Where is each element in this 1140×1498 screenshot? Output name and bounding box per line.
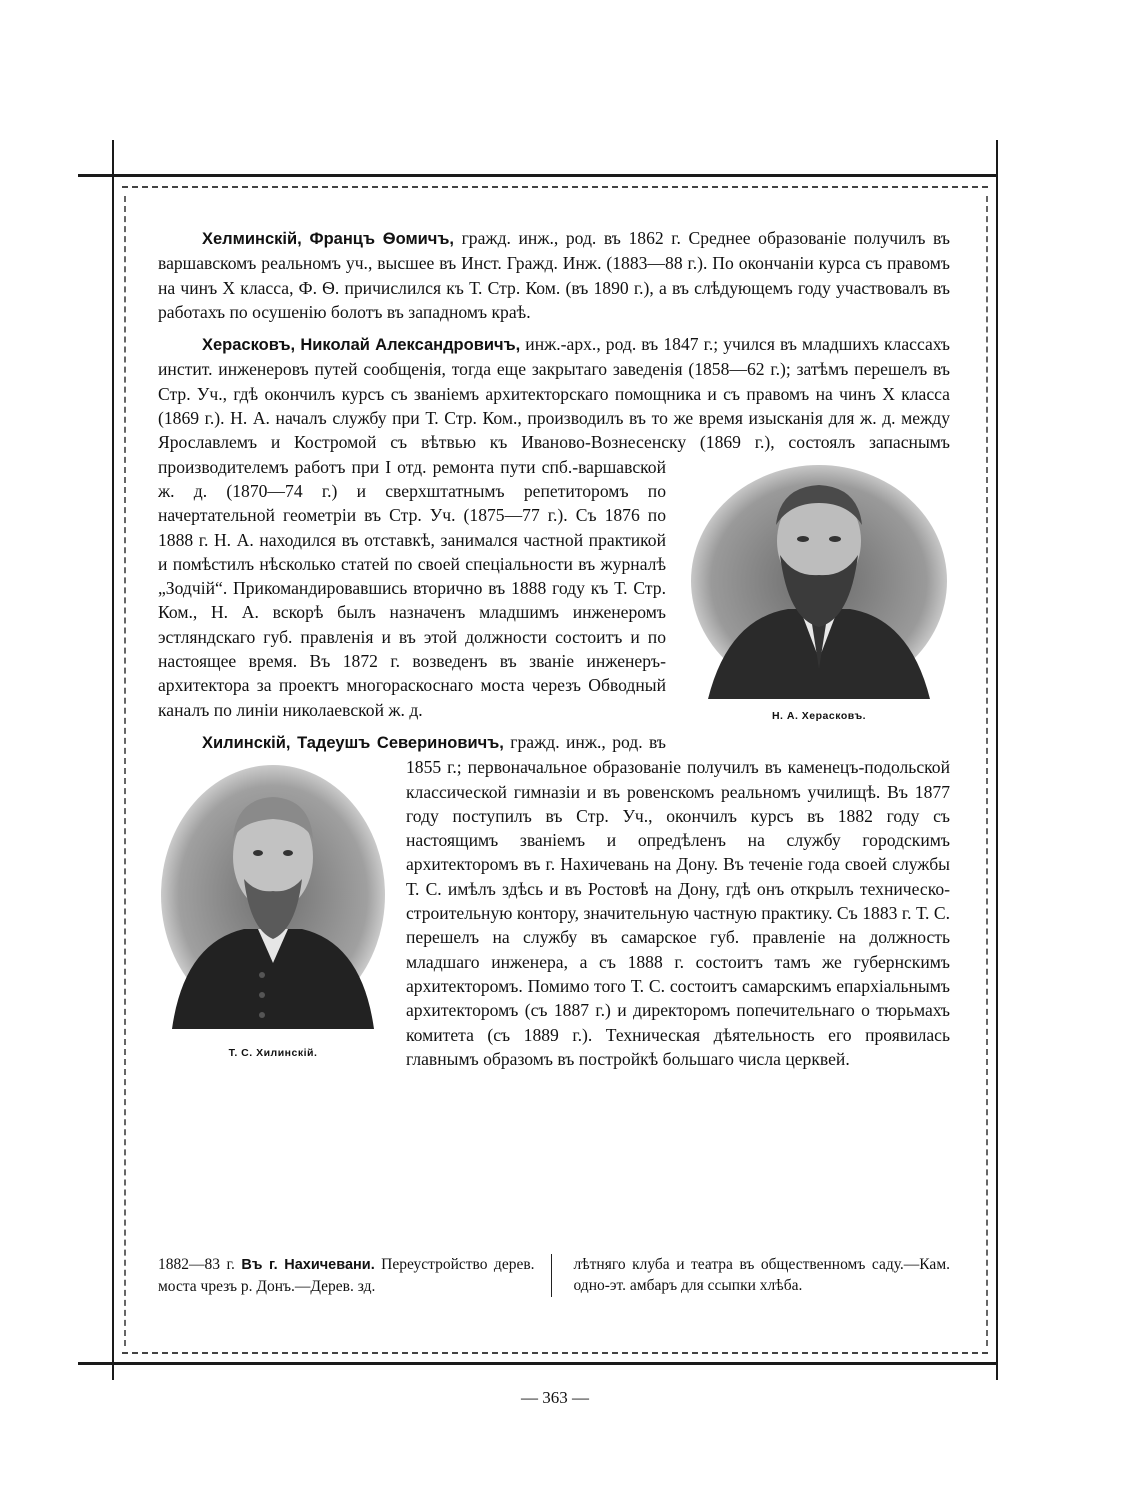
entry-name: Хелминскій, Францъ Ѳомичъ, — [202, 230, 454, 248]
frame-bottom-rule — [78, 1362, 998, 1365]
frame-top-rule — [78, 174, 998, 177]
entry-text: гражд. инж., род. въ 1862 г. Среднее образованіе получилъ въ варшавскомъ реальномъ уч., высшее въ Инст. Гражд. Инж. (1883—88 г.). По окончаніи курса съ правомъ на чинъ X класса, Ф. Ѳ. причислился къ Т. Стр. Ком. (въ 1890 г.), а въ слѣдующемъ году участвовалъ въ работахъ по осушенію болотъ въ западномъ краѣ. — [158, 228, 950, 322]
portrait-kheraskov-image — [688, 459, 950, 699]
frame-inner-right-dash — [986, 196, 988, 1346]
works-year: 1882—83 г. — [158, 1256, 235, 1273]
entry-text: инж.-арх., род. въ 1847 г.; учился въ младшихъ классахъ инстит. инженеровъ путей сообщенія, тогда еще закрытаго заведенія (1858—62 г.); затѣмъ перешелъ въ Стр. Уч., гдѣ окончилъ курсъ съ званіемъ архитекторскаго помощника и съ правомъ на чинъ X класса (1869 г.). Н. А. началъ службу при Т. Стр. Ком., производилъ въ то же время изысканія для ж. д. между Ярославлемъ и Костромой съ вѣтвью къ Иваново-Вознесенску (1869 г.), состоялъ запаснымъ производителемъ работъ при I отд. — [158, 334, 950, 477]
entry-khelminsky — [158, 226, 950, 324]
portrait-kheraskov-caption: Н. А. Херасковъ. — [771, 710, 867, 723]
entry-khilinsky — [158, 730, 950, 1071]
entry-text-continued: каменецъ-подольской классической гимназіи и въ ровенскомъ реальномъ училищѣ. Въ 1877 году поступилъ въ Стр. Уч., окончилъ курсъ въ 1882 году съ настоящимъ званіемъ и опредѣленъ на службу городскимъ архитекторомъ въ г. Нахичевань на Дону. Въ теченіе года своей службы Т. С. имѣлъ здѣсь и въ Ростовѣ на Дону, гдѣ онъ открылъ техническо-строительную контору, значительную частную практику. Съ 1883 г. Т. С. перешелъ на службу въ самарское губ. правленіе на должность младшаго инженера, а съ 1888 г. состоитъ тамъ же губернскимъ архитекторомъ. Помимо того Т. С. состоитъ самарскимъ епархіальнымъ архитекторомъ (съ 1887 г.) и директоромъ попечительнаго о тюрьмахъ комитета (съ 1889 г.). Техническая дѣятельность его проявилась главнымъ образомъ въ постройкѣ большаго числа церквей. — [406, 757, 951, 1069]
entry-name: Хилинскій, Тадеушъ Севериновичъ, — [202, 733, 504, 752]
frame-inner-left-dash — [124, 196, 126, 1346]
entry-kheraskov — [158, 332, 950, 722]
main-text — [158, 226, 950, 1071]
works-left-column — [158, 1254, 551, 1297]
works-place: Въ г. Нахичевани. — [241, 1257, 375, 1273]
frame-inner-top-dash — [122, 186, 988, 188]
portrait-khilinsky-image — [158, 763, 388, 1029]
works-left-text: Переустройство дерев. моста чрезъ р. Донъ.—Дерев. зд. — [158, 1256, 535, 1295]
portrait-khilinsky-caption: Т. С. Хилинскій. — [228, 1046, 318, 1059]
works-list — [158, 1254, 950, 1297]
works-right-text: лѣтняго клуба и театра въ общественномъ саду.—Кам. одно-эт. амбаръ для ссыпки хлѣба. — [573, 1256, 950, 1294]
entry-name: Херасковъ, Николай Александровичъ, — [202, 336, 521, 355]
entry-text: гражд. инж., род. въ 1855 г.; первоначальное образованіе получилъ въ — [406, 731, 782, 778]
frame-inner-bottom-dash — [122, 1352, 988, 1354]
works-right-column — [551, 1254, 951, 1297]
portrait-khilinsky — [158, 763, 388, 1065]
frame-left-rule — [112, 140, 114, 1380]
frame-right-rule — [996, 140, 998, 1380]
portrait-kheraskov — [688, 459, 950, 729]
entry-text-continued: ремонта пути спб.-варшавской ж. д. (1870—74 г.) и сверхштатнымъ репетиторомъ по начертательной геометріи въ Стр. Уч. (1875—77 г.). Съ 1876 по 1888 г. Н. А. находился въ отставкѣ, занимался частной практикой и помѣстилъ нѣсколько статей по своей спеціальности въ журналѣ „Зодчій“. Прикомандировавшись вторично въ 1888 году къ Т. Стр. Ком., Н. А. вскорѣ былъ назначенъ младшимъ инженеромъ эстляндскаго губ. правленія и въ этой должности состоитъ и по настоящее время. Въ 1872 г. возведенъ въ званіе инженеръ-архитектора за проектъ многораскоснаго моста черезъ Обводный каналъ по линіи николаевской ж. д. — [158, 456, 666, 720]
page-number: — 363 — — [521, 1388, 589, 1407]
